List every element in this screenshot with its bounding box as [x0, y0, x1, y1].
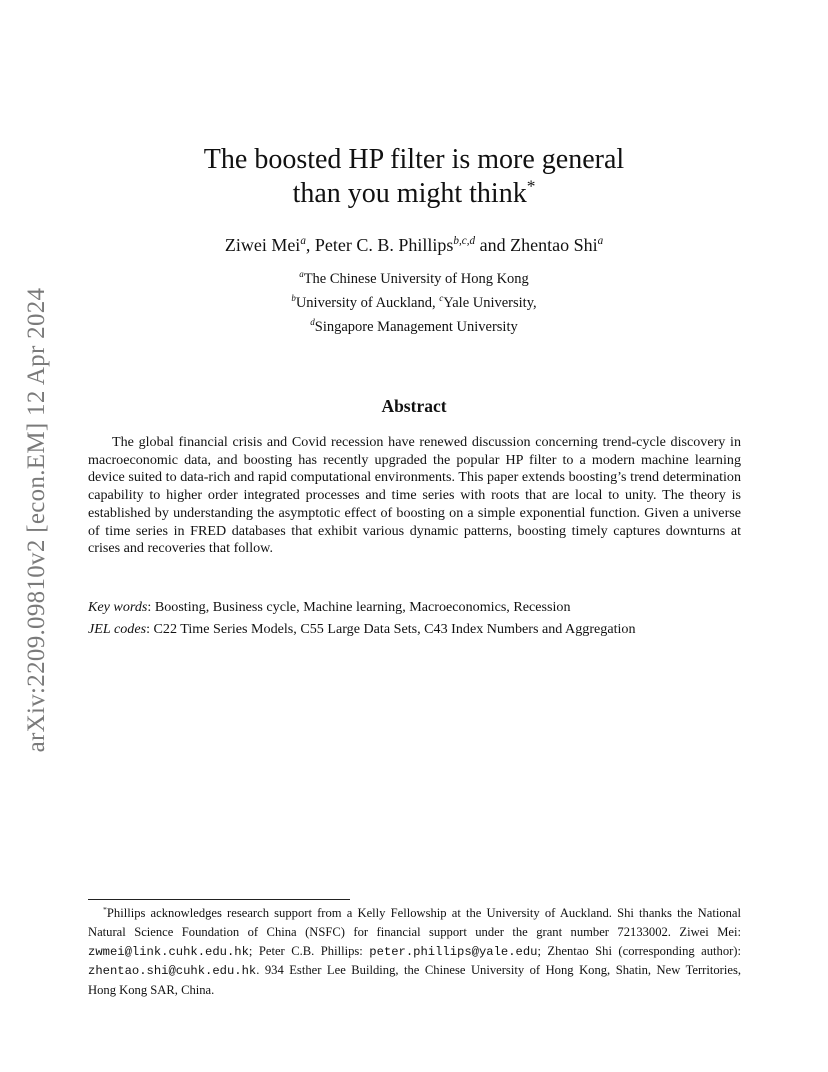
keywords-label: Key words	[88, 599, 148, 615]
title-footnote-mark: *	[526, 176, 536, 196]
author-separator: and	[475, 235, 511, 255]
affiliation-b-c: $^b$University of Auckland, $^c$Yale University,	[291, 293, 537, 311]
affiliation-d: $^d$Singapore Management University	[310, 317, 518, 335]
author-phillips-affiliation: b,c,d	[453, 235, 476, 247]
jel-codes-text: : C22 Time Series Models, C55 Large Data Sets, C43 Index Numbers and Aggregation	[146, 621, 636, 637]
author-list	[90, 233, 738, 257]
author-shi: Zhentao Shi	[510, 235, 598, 255]
keywords-text: : Boosting, Business cycle, Machine learning, Macroeconomics, Recession	[147, 599, 571, 615]
title-footnote: *Phillips acknowledges research support from a Kelly Fellowship at the University of Auckland. Shi thanks the National Natural Science Foundation of China (NSFC) for financial support under the grant number 72133002. Ziwei Mei: zwmei@link.cuhk.edu.hk; Peter C.B. Phillips: peter.phillips@yale.edu; Zhentao Shi (corresponding author): zhentao.shi@cuhk.edu.hk. 934 Esther Lee Building, the Chinese University of Hong Kong, Shatin, New Territories, Hong Kong SAR, China.	[88, 904, 742, 998]
affiliation-a: $^a$The Chinese University of Hong Kong	[299, 269, 529, 287]
title-line-1: The boosted HP filter is more general	[203, 144, 625, 175]
author-separator: ,	[305, 235, 315, 255]
keywords-line	[88, 598, 741, 616]
title-line-2: than you might think	[292, 178, 527, 209]
jel-codes-line	[88, 620, 741, 638]
author-mei: Ziwei Mei	[224, 235, 301, 255]
author-phillips: Peter C. B. Phillips	[314, 235, 454, 255]
email-shi[interactable]: zhentao.shi@cuhk.edu.hk	[88, 964, 257, 979]
footnote-mark: *	[103, 904, 107, 914]
arxiv-identifier-stamp: arXiv:2209.09810v2 [econ.EM] 12 Apr 2024	[23, 287, 50, 753]
author-shi-affiliation: a	[597, 235, 604, 247]
jel-codes-label: JEL codes	[88, 621, 147, 637]
paper-title	[90, 143, 738, 211]
abstract-heading: Abstract	[381, 396, 447, 416]
footnote-rule	[88, 899, 350, 900]
email-phillips[interactable]: peter.phillips@yale.edu	[369, 944, 538, 959]
author-mei-affiliation: a	[300, 235, 306, 247]
abstract-body: The global financial crisis and Covid recession have renewed discussion concerning trend-cycle discovery in macroeconomic data, and boosting has recently upgraded the popular HP filter to a modern machine learning device suited to data-rich and rapid computational environments. This paper extends boosting’s trend determination capability to higher order integrated processes and time series with roots that are local to unity. The theory is established by understanding the asymptotic effect of boosting on a simple exponential function. Given a universe of time series in FRED databases that exhibit various dynamic patterns, boosting timely captures downturns at crises and recoveries that follow.	[88, 434, 741, 557]
email-mei[interactable]: zwmei@link.cuhk.edu.hk	[88, 944, 249, 959]
